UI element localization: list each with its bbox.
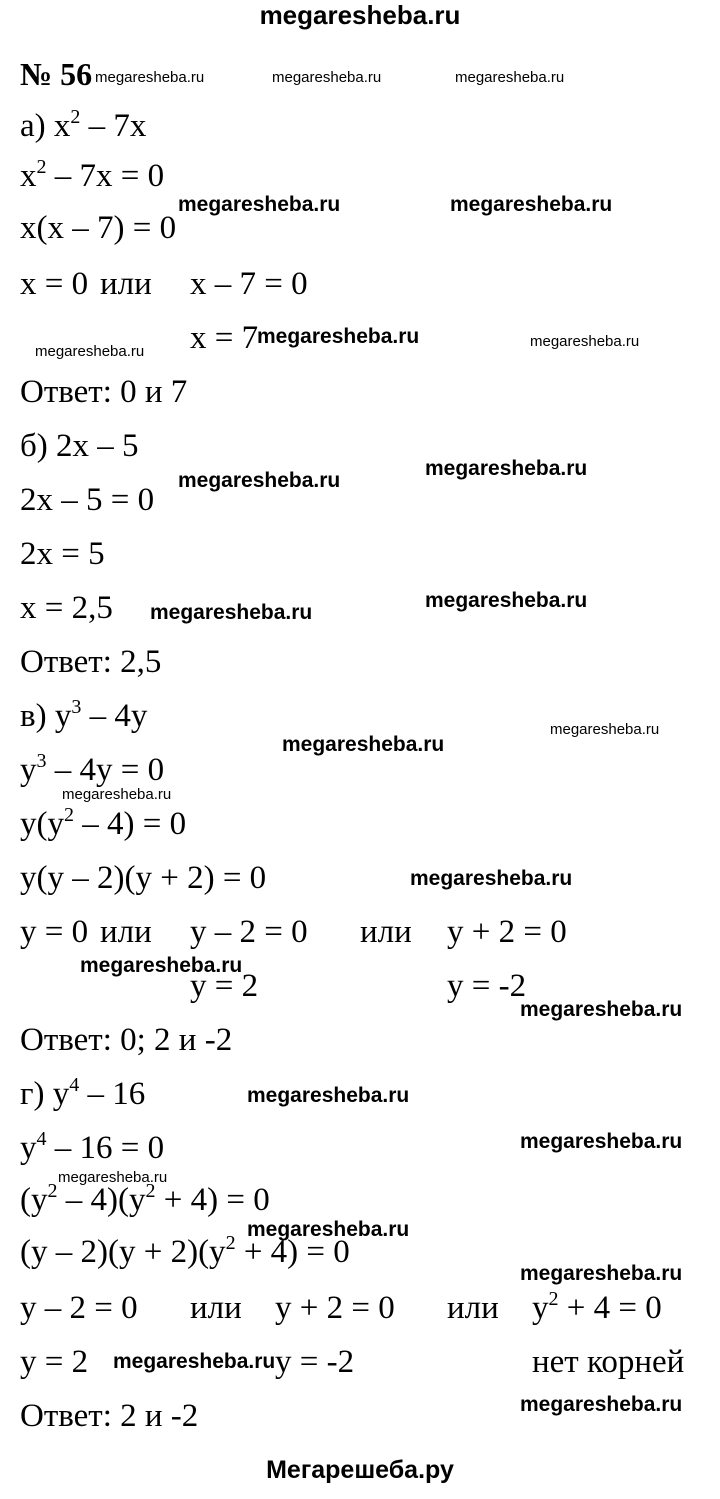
watermark: megaresheba.ru bbox=[455, 69, 565, 86]
watermark: megaresheba.ru bbox=[520, 1393, 683, 1416]
site-header: megaresheba.ru bbox=[259, 0, 461, 30]
expr-text: г) y bbox=[20, 1076, 70, 1112]
root-2: y = 2 bbox=[190, 968, 259, 1004]
part-a-factored: x(x – 7) = 0 bbox=[20, 210, 177, 246]
watermark: megaresheba.ru bbox=[113, 1350, 276, 1373]
case-1: y = 0 bbox=[20, 914, 89, 950]
watermark: megaresheba.ru bbox=[178, 469, 341, 492]
exponent: 2 bbox=[47, 1180, 58, 1202]
part-c-answer: Ответ: 0; 2 и -2 bbox=[20, 1022, 233, 1058]
case-2: x – 7 = 0 bbox=[190, 266, 308, 302]
watermark: megaresheba.ru bbox=[530, 333, 640, 350]
no-roots-note: нет корней bbox=[532, 1344, 685, 1380]
expr-text: – 4) = 0 bbox=[74, 806, 187, 842]
problem-number: № 56 bbox=[20, 56, 93, 92]
watermark: megaresheba.ru bbox=[150, 601, 313, 624]
exponent: 3 bbox=[71, 696, 82, 718]
part-c-task bbox=[20, 696, 148, 734]
watermark: megaresheba.ru bbox=[257, 325, 420, 348]
expr-text: y bbox=[532, 1290, 549, 1326]
expr-text: y bbox=[20, 752, 37, 788]
expr-text: – 16 = 0 bbox=[46, 1130, 165, 1166]
part-d-task bbox=[20, 1074, 146, 1112]
expr-text: (y bbox=[20, 1182, 48, 1218]
exponent: 2 bbox=[145, 1180, 156, 1202]
expr-text: + 4) = 0 bbox=[235, 1234, 350, 1270]
part-a-equation bbox=[20, 156, 165, 194]
exponent: 2 bbox=[64, 804, 74, 826]
part-a-answer: Ответ: 0 и 7 bbox=[20, 374, 188, 410]
watermark: megaresheba.ru bbox=[247, 1218, 410, 1241]
part-b-equation: 2x – 5 = 0 bbox=[20, 482, 155, 518]
expr-text: – 7x bbox=[80, 108, 147, 144]
root-3: y = -2 bbox=[447, 968, 527, 1004]
root-2: x = 7 bbox=[190, 320, 259, 356]
or-word: или bbox=[100, 266, 152, 302]
watermark: megaresheba.ru bbox=[520, 998, 683, 1021]
case-2: y + 2 = 0 bbox=[275, 1290, 395, 1326]
expr-text: – 16 bbox=[79, 1076, 146, 1112]
exponent: 2 bbox=[36, 156, 47, 178]
expr-text: y bbox=[20, 1130, 37, 1166]
expr-text: – 7x = 0 bbox=[46, 158, 165, 194]
watermark: megaresheba.ru bbox=[520, 1262, 683, 1285]
watermark: megaresheba.ru bbox=[410, 867, 573, 890]
expr-text: в) y bbox=[20, 698, 72, 734]
part-d-factored bbox=[20, 1180, 270, 1218]
watermark: megaresheba.ru bbox=[450, 193, 613, 216]
case-1: y – 2 = 0 bbox=[20, 1290, 138, 1326]
watermark: megaresheba.ru bbox=[35, 343, 145, 360]
case-2: y – 2 = 0 bbox=[190, 914, 308, 950]
watermark: megaresheba.ru bbox=[425, 589, 588, 612]
watermark: megaresheba.ru bbox=[95, 69, 205, 86]
exponent: 2 bbox=[225, 1232, 236, 1254]
watermark: megaresheba.ru bbox=[80, 954, 243, 977]
part-d-roots bbox=[0, 1346, 720, 1379]
part-a-cases bbox=[0, 268, 720, 301]
watermark: megaresheba.ru bbox=[282, 733, 445, 756]
watermark: megaresheba.ru bbox=[550, 721, 660, 738]
part-d-answer: Ответ: 2 и -2 bbox=[20, 1398, 199, 1434]
exponent: 4 bbox=[36, 1128, 47, 1150]
root-2: y = -2 bbox=[275, 1344, 355, 1380]
part-c-factored bbox=[20, 804, 187, 842]
part-b-task: б) 2x – 5 bbox=[20, 428, 139, 464]
expr-text: y(y bbox=[20, 806, 64, 842]
expr-text: а) x bbox=[20, 108, 71, 144]
part-b-step: 2x = 5 bbox=[20, 536, 105, 572]
expr-text: + 4 = 0 bbox=[558, 1290, 662, 1326]
watermark: megaresheba.ru bbox=[62, 786, 172, 803]
case-3: y + 2 = 0 bbox=[447, 914, 567, 950]
or-word: или bbox=[447, 1290, 499, 1326]
expr-text: – 4y bbox=[81, 698, 148, 734]
case-1: x = 0 bbox=[20, 266, 89, 302]
or-word: или bbox=[360, 914, 412, 950]
exponent: 4 bbox=[69, 1074, 80, 1096]
part-b-answer: Ответ: 2,5 bbox=[20, 644, 162, 680]
watermark: megaresheba.ru bbox=[247, 1084, 410, 1107]
watermark: megaresheba.ru bbox=[58, 1169, 168, 1186]
expr-text: x bbox=[20, 158, 37, 194]
part-d-equation bbox=[20, 1128, 165, 1166]
expr-text: (y – 2)(y + 2)(y bbox=[20, 1234, 226, 1270]
expr-text: – 4y = 0 bbox=[46, 752, 165, 788]
expr-text: + 4) = 0 bbox=[155, 1182, 270, 1218]
watermark: megaresheba.ru bbox=[178, 193, 341, 216]
part-c-equation bbox=[20, 750, 165, 788]
watermark: megaresheba.ru bbox=[520, 1130, 683, 1153]
or-word: или bbox=[100, 914, 152, 950]
case-3 bbox=[532, 1288, 662, 1326]
exponent: 2 bbox=[70, 106, 81, 128]
exponent: 3 bbox=[36, 750, 47, 772]
expr-text: – 4)(y bbox=[57, 1182, 146, 1218]
part-d-cases bbox=[0, 1288, 720, 1326]
root-1: y = 2 bbox=[20, 1344, 89, 1380]
exponent: 2 bbox=[548, 1288, 559, 1310]
watermark: megaresheba.ru bbox=[425, 457, 588, 480]
watermark: megaresheba.ru bbox=[272, 69, 382, 86]
site-footer: Мегарешеба.ру bbox=[266, 1456, 454, 1484]
or-word: или bbox=[190, 1290, 242, 1326]
part-a-task bbox=[20, 106, 147, 144]
part-c-cases bbox=[0, 916, 720, 949]
part-c-factored-full: y(y – 2)(y + 2) = 0 bbox=[20, 860, 267, 896]
part-b-root: x = 2,5 bbox=[20, 590, 113, 626]
